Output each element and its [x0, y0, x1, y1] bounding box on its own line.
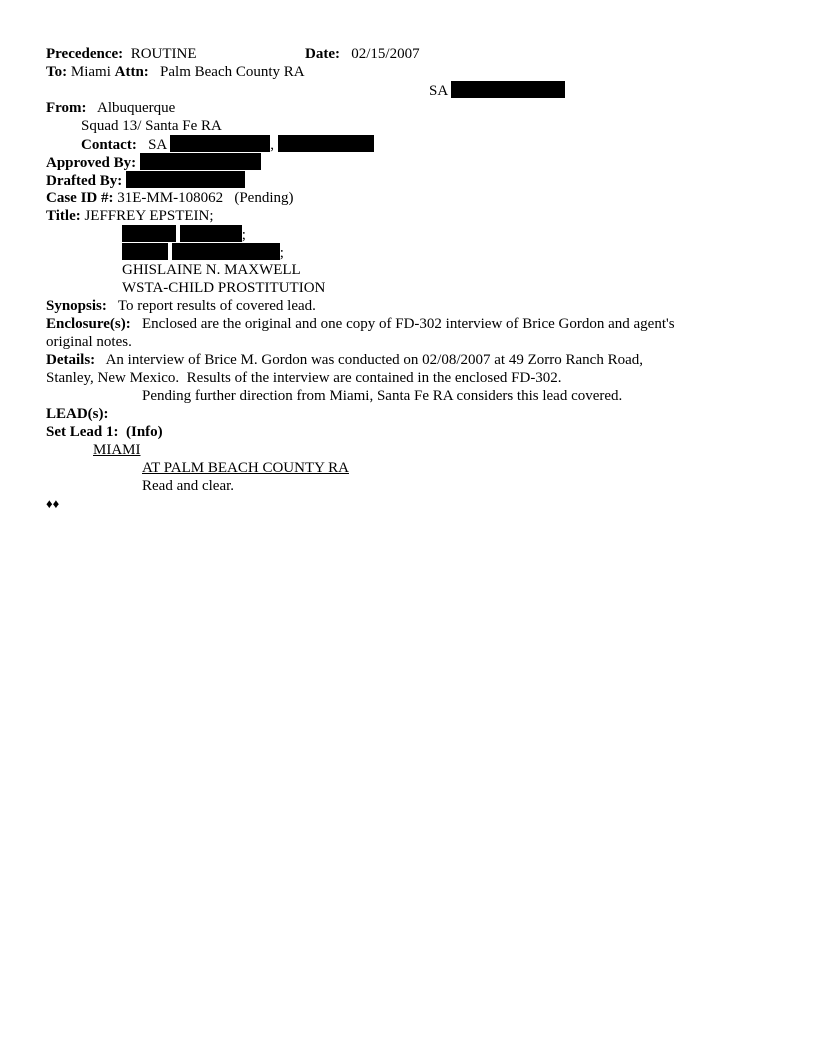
redaction-box — [180, 225, 242, 242]
date-line — [305, 45, 420, 63]
redaction-box — [140, 153, 261, 170]
redaction-box — [278, 135, 374, 152]
lead-action: Read and clear. — [142, 478, 235, 494]
drafted-by-line — [46, 171, 245, 190]
drafted-by-label: Drafted By: — [46, 173, 123, 189]
leads-label: LEAD(s): — [46, 406, 109, 422]
redaction-box — [170, 135, 270, 152]
to-label: To: — [46, 64, 68, 80]
enclosures-line — [46, 315, 675, 333]
title-redacted-line-1 — [122, 225, 246, 244]
contact-line — [81, 135, 374, 154]
redaction-box — [126, 171, 245, 188]
title-semicolon: ; — [241, 227, 246, 243]
end-marker: ♦♦ — [46, 496, 60, 511]
contact-separator: , — [270, 137, 274, 153]
precedence-line — [46, 45, 197, 63]
attn-sa-prefix: SA — [429, 83, 448, 99]
details-text-pending: Pending further direction from Miami, Santa Fe RA considers this lead covered. — [142, 388, 623, 404]
to-line — [46, 63, 305, 81]
approved-by-label: Approved By: — [46, 155, 137, 171]
contact-label: Contact: — [81, 137, 137, 153]
synopsis-text: To report results of covered lead. — [117, 298, 316, 314]
details-text: An interview of Brice M. Gordon was conducted on 02/08/2007 at 49 Zorro Ranch Road, — [105, 352, 643, 368]
squad-line — [81, 117, 222, 135]
lead-location: AT PALM BEACH COUNTY RA — [142, 460, 349, 476]
enclosures-text-cont: original notes. — [46, 334, 132, 350]
precedence-label: Precedence: — [46, 46, 124, 62]
precedence-value: ROUTINE — [130, 46, 197, 62]
details-line — [46, 351, 643, 369]
title-label: Title: — [46, 208, 81, 224]
attn-value: Palm Beach County RA — [160, 64, 305, 80]
synopsis-label: Synopsis: — [46, 298, 107, 314]
title-redacted-line-2 — [122, 243, 284, 262]
redaction-box — [122, 225, 176, 242]
case-id-value: 31E-MM-108062 — [117, 190, 224, 206]
case-id-line — [46, 189, 294, 207]
lead-office: MIAMI — [93, 442, 141, 458]
from-office: Albuquerque — [96, 100, 176, 116]
enclosures-text: Enclosed are the original and one copy of FD-302 interview of Brice Gordon and agent's — [141, 316, 675, 332]
redaction-box — [172, 243, 280, 260]
attn-sa-line — [429, 81, 565, 100]
details-text-cont: Stanley, New Mexico. Results of the interview are contained in the enclosed FD-302. — [46, 370, 562, 386]
redaction-box — [451, 81, 565, 98]
details-label: Details: — [46, 352, 96, 368]
date-value: 02/15/2007 — [351, 46, 420, 62]
contact-prefix: SA — [148, 137, 167, 153]
case-status: (Pending) — [234, 190, 294, 206]
from-squad: Squad 13/ Santa Fe RA — [81, 118, 222, 134]
date-label: Date: — [305, 46, 340, 62]
from-line — [46, 99, 175, 117]
title-semicolon: ; — [279, 245, 284, 261]
title-subject-4: GHISLAINE N. MAXWELL — [122, 262, 301, 278]
title-classification: WSTA-CHILD PROSTITUTION — [122, 280, 326, 296]
title-line — [46, 207, 214, 225]
attn-label: Attn: — [114, 64, 149, 80]
enclosures-label: Enclosure(s): — [46, 316, 131, 332]
case-id-label: Case ID #: — [46, 190, 114, 206]
set-lead-label: Set Lead 1: (Info) — [46, 424, 163, 440]
title-subject-1: JEFFREY EPSTEIN; — [84, 208, 214, 224]
approved-by-line — [46, 153, 261, 172]
redaction-box — [122, 243, 168, 260]
synopsis-line — [46, 297, 316, 315]
from-label: From: — [46, 100, 87, 116]
to-value: Miami — [70, 64, 111, 80]
